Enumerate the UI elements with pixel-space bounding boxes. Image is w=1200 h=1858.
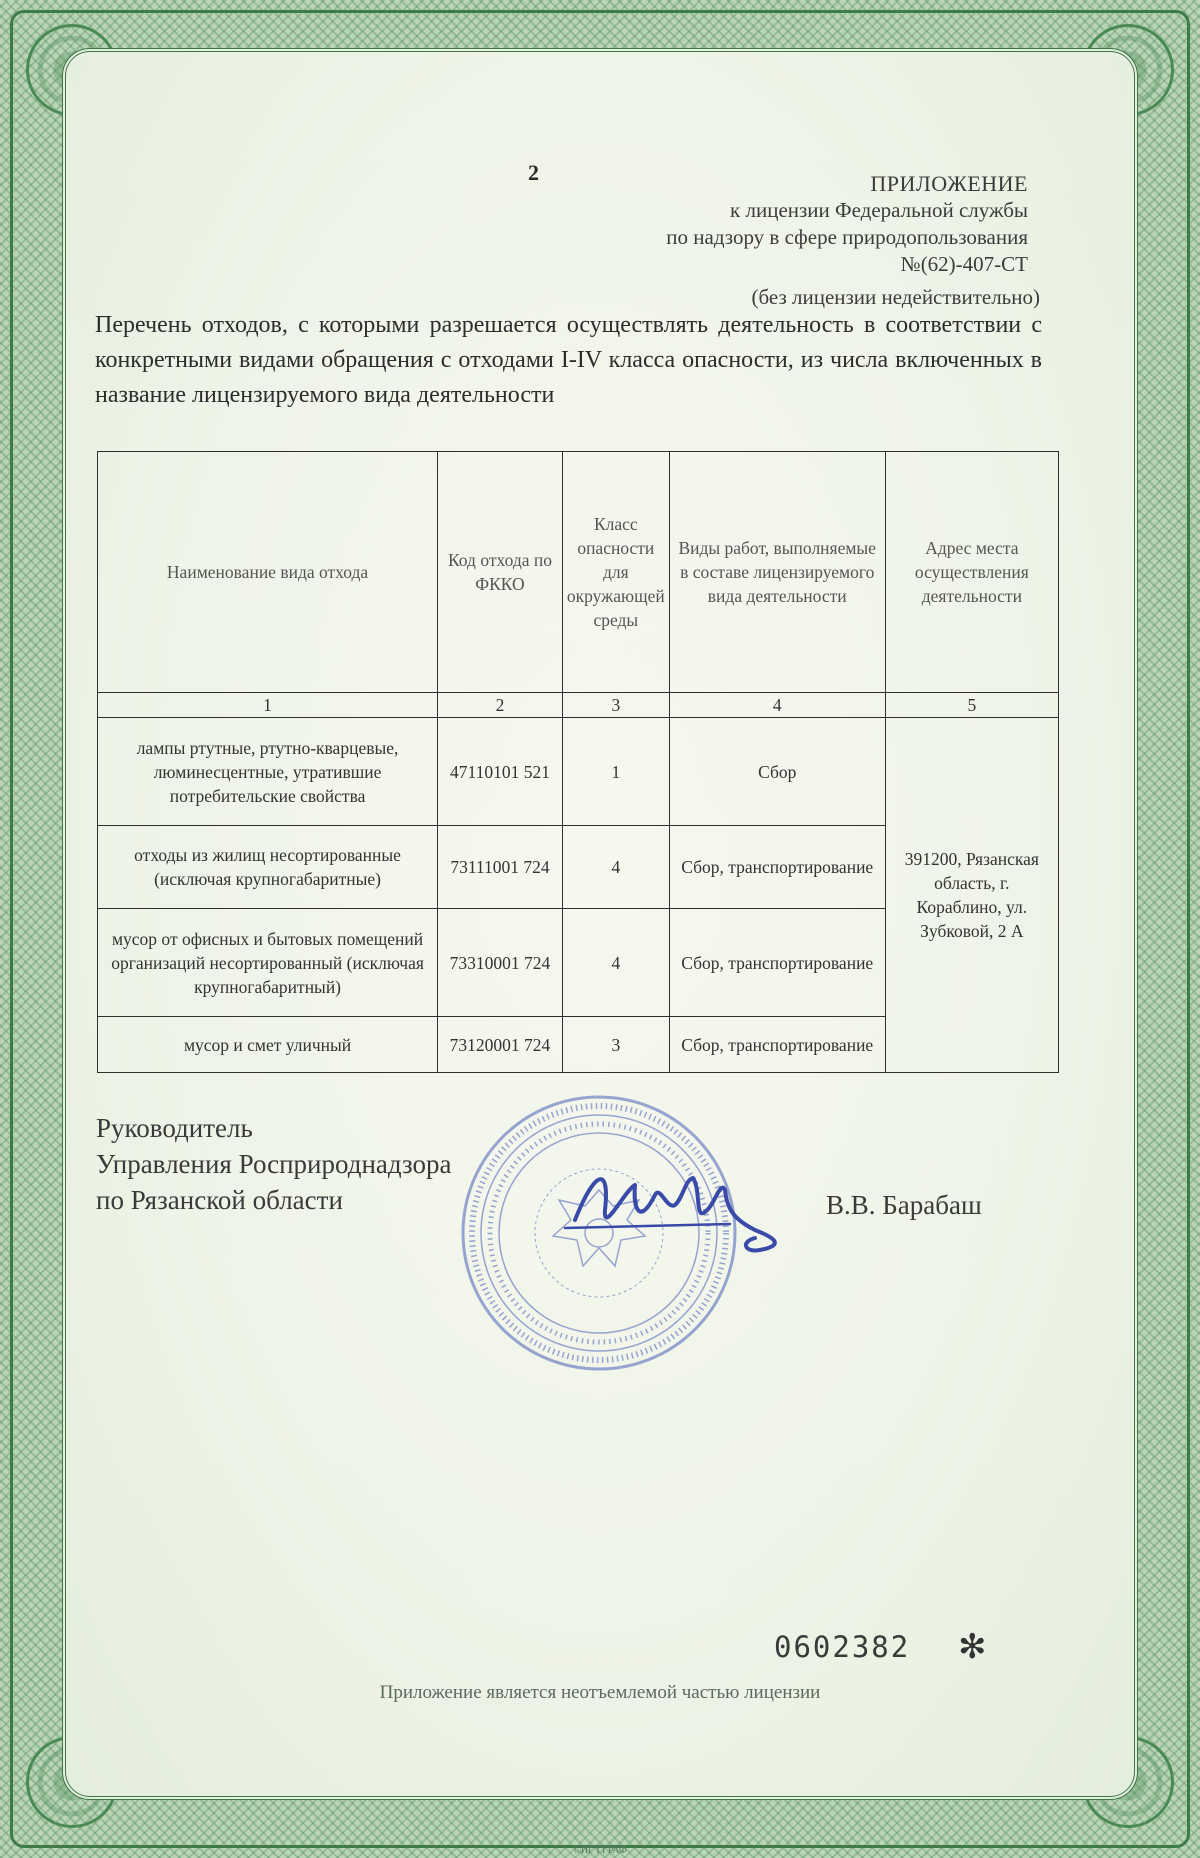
appendix-note: (без лицензии недействительно) (751, 285, 1040, 309)
hazard-class-cell: 4 (562, 826, 669, 909)
work-types-cell: Сбор, транспортирование (669, 909, 885, 1017)
fkko-code-cell: 47110101 521 (438, 718, 563, 826)
signatory-position (96, 1110, 451, 1218)
waste-name-cell: мусор и смет уличный (98, 1017, 438, 1073)
hazard-class-cell: 1 (562, 718, 669, 826)
appendix-line-2: по надзору в сфере природопользования (666, 225, 1028, 249)
fkko-code-cell: 73310001 724 (438, 909, 563, 1017)
intro-paragraph: Перечень отходов, с которыми разрешается осуществлять деятельность в соответствии с конкретными видами обращения с отходами I-IV класса опасности, из числа включенных в название лицензируемого вида деятельности (95, 312, 1042, 408)
license-number: №(62)-407-СТ (900, 252, 1028, 276)
header-fkko-code: Код отхода по ФККО (438, 452, 563, 693)
appendix-header (428, 170, 1040, 311)
column-number: 1 (98, 693, 438, 718)
position-line-3: по Рязанской области (96, 1185, 343, 1215)
column-number: 2 (438, 693, 563, 718)
appendix-title: ПРИЛОЖЕНИЕ (870, 171, 1028, 196)
waste-name-cell: мусор от офисных и бытовых помещений организаций несортированный (исключая крупногабаритный) (98, 909, 438, 1017)
fkko-code-cell: 73120001 724 (438, 1017, 563, 1073)
fkko-code-cell: 73111001 724 (438, 826, 563, 909)
serial-number: 0602382 (774, 1630, 911, 1664)
asterisk-icon: ✻ (958, 1627, 987, 1667)
waste-table (97, 451, 1059, 1073)
position-line-1: Руководитель (96, 1113, 253, 1143)
hazard-class-cell: 3 (562, 1017, 669, 1073)
appendix-line-1: к лицензии Федеральной службы (730, 198, 1028, 222)
header-address: Адрес места осуществления деятельности (885, 452, 1058, 693)
work-types-cell: Сбор, транспортирование (669, 1017, 885, 1073)
waste-name-cell: лампы ртутные, ртутно-кварцевые, люминесцентные, утратившие потребительские свойства (98, 718, 438, 826)
header-hazard-class: Класс опасности для окружающей среды (562, 452, 669, 693)
page-number: 2 (528, 160, 539, 185)
address-cell: 391200, Рязанская область, г. Кораблино, ул. Зубковой, 2 А (885, 718, 1058, 1073)
waste-name-cell: отходы из жилищ несортированные (исключая крупногабаритные) (98, 826, 438, 909)
column-number: 4 (669, 693, 885, 718)
signatory-name: В.В. Барабаш (826, 1190, 982, 1220)
table-header-row (98, 452, 1059, 693)
table-row (98, 718, 1059, 826)
position-line-2: Управления Росприроднадзора (96, 1149, 452, 1179)
header-work-types: Виды работ, выполняемые в составе лицензируемого вида деятельности (669, 452, 885, 693)
printer-mark: ©ИГ ГГРАФ (573, 1845, 627, 1856)
column-number: 5 (885, 693, 1058, 718)
hazard-class-cell: 4 (562, 909, 669, 1017)
column-number: 3 (562, 693, 669, 718)
work-types-cell: Сбор, транспортирование (669, 826, 885, 909)
column-number-row (98, 693, 1059, 718)
footer-note: Приложение является неотъемлемой частью лицензии (379, 1682, 821, 1703)
work-types-cell: Сбор (669, 718, 885, 826)
header-waste-name: Наименование вида отхода (98, 452, 438, 693)
signature-icon (555, 1150, 805, 1260)
